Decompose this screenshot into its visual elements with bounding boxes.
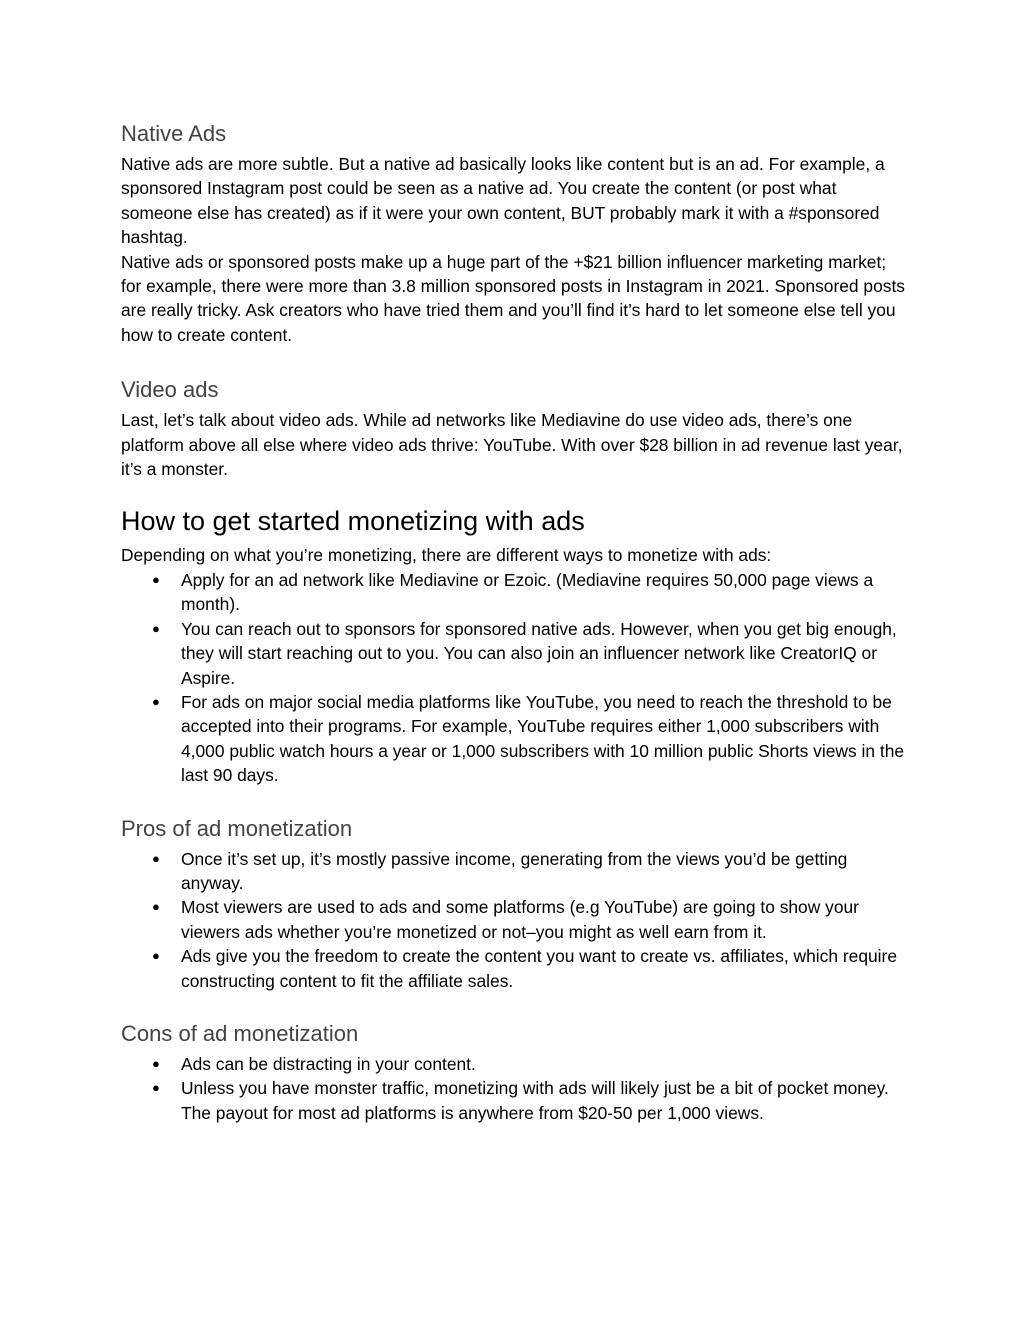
video-ads-paragraph: Last, let’s talk about video ads. While ad networks like Mediavine do use video ads, there’s one platform above all else where video ads thrive: YouTube. With over $28 billion in ad revenue last year, it’s a monster. bbox=[121, 410, 903, 480]
list-item bbox=[121, 690, 911, 788]
list-item-text: Ads can be distracting in your content. bbox=[181, 1053, 476, 1074]
get-started-intro: Depending on what you’re monetizing, there are different ways to monetize with ads: bbox=[121, 545, 772, 566]
bullet-icon: ● bbox=[152, 571, 160, 587]
list-item bbox=[121, 895, 911, 944]
bullet-icon: ● bbox=[152, 1055, 160, 1071]
list-item-text: For ads on major social media platforms like YouTube, you need to reach the threshold to be accepted into their programs. For example, YouTube requires either 1,000 subscribers with 4,000 public watch hours a year or 1,000 subscribers with 10 million public Shorts views in the last 90 days. bbox=[181, 691, 905, 786]
pros-heading: Pros of ad monetization bbox=[121, 815, 353, 841]
list-item-text: Most viewers are used to ads and some platforms (e.g YouTube) are going to show your viewers ads whether you’re monetized or not–you might as well earn from it. bbox=[181, 897, 859, 942]
get-started-list bbox=[121, 568, 911, 788]
cons-heading: Cons of ad monetization bbox=[121, 1020, 359, 1046]
list-item bbox=[121, 568, 911, 617]
native-ads-paragraph-1: Native ads are more subtle. But a native ad basically looks like content but is an ad. For example, a sponsored Instagram post could be seen as a native ad. You create the content (or post what someone else has created) as if it were your own content, BUT probably mark it with a #sponsored hashtag. bbox=[121, 154, 885, 248]
list-item-text: Apply for an ad network like Mediavine or Ezoic. (Mediavine requires 50,000 page views a month). bbox=[181, 569, 874, 615]
bullet-icon: ● bbox=[152, 850, 160, 866]
bullet-icon: ● bbox=[152, 1080, 160, 1096]
native-ads-heading: Native Ads bbox=[121, 121, 227, 146]
bullet-icon: ● bbox=[152, 693, 160, 709]
document-page bbox=[121, 118, 911, 1125]
bullet-icon: ● bbox=[152, 899, 160, 915]
list-item bbox=[121, 1076, 911, 1125]
list-item-text: Unless you have monster traffic, monetizing with ads will likely just be a bit of pocket money. The payout for most ad platforms is anywhere from $20-50 per 1,000 views. bbox=[181, 1078, 889, 1123]
list-item bbox=[121, 944, 911, 993]
list-item-text: Ads give you the freedom to create the content you want to create vs. affiliates, which require constructing content to fit the affiliate sales. bbox=[181, 946, 897, 991]
bullet-icon: ● bbox=[152, 620, 160, 636]
list-item-text: You can reach out to sponsors for sponsored native ads. However, when you get big enough, they will start reaching out to you. You can also join an influencer network like CreatorIQ or Aspire. bbox=[181, 618, 897, 688]
video-ads-heading: Video ads bbox=[121, 377, 219, 403]
native-ads-paragraph-2: Native ads or sponsored posts make up a huge part of the +$21 billion influencer marketing market; for example, there were more than 3.8 million sponsored posts in Instagram in 2021. Sponsored posts are really tricky. Ask creators who have tried them and you’ll find it’s hard to let someone else tell you how to create content. bbox=[121, 251, 905, 345]
list-item-text: Once it’s set up, it’s mostly passive income, generating from the views you’d be getting anyway. bbox=[181, 848, 848, 893]
list-item bbox=[121, 617, 911, 690]
cons-list bbox=[121, 1052, 911, 1125]
list-item bbox=[121, 1052, 911, 1076]
list-item bbox=[121, 847, 911, 896]
pros-list bbox=[121, 847, 911, 993]
bullet-icon: ● bbox=[152, 948, 160, 964]
get-started-heading: How to get started monetizing with ads bbox=[121, 506, 585, 537]
